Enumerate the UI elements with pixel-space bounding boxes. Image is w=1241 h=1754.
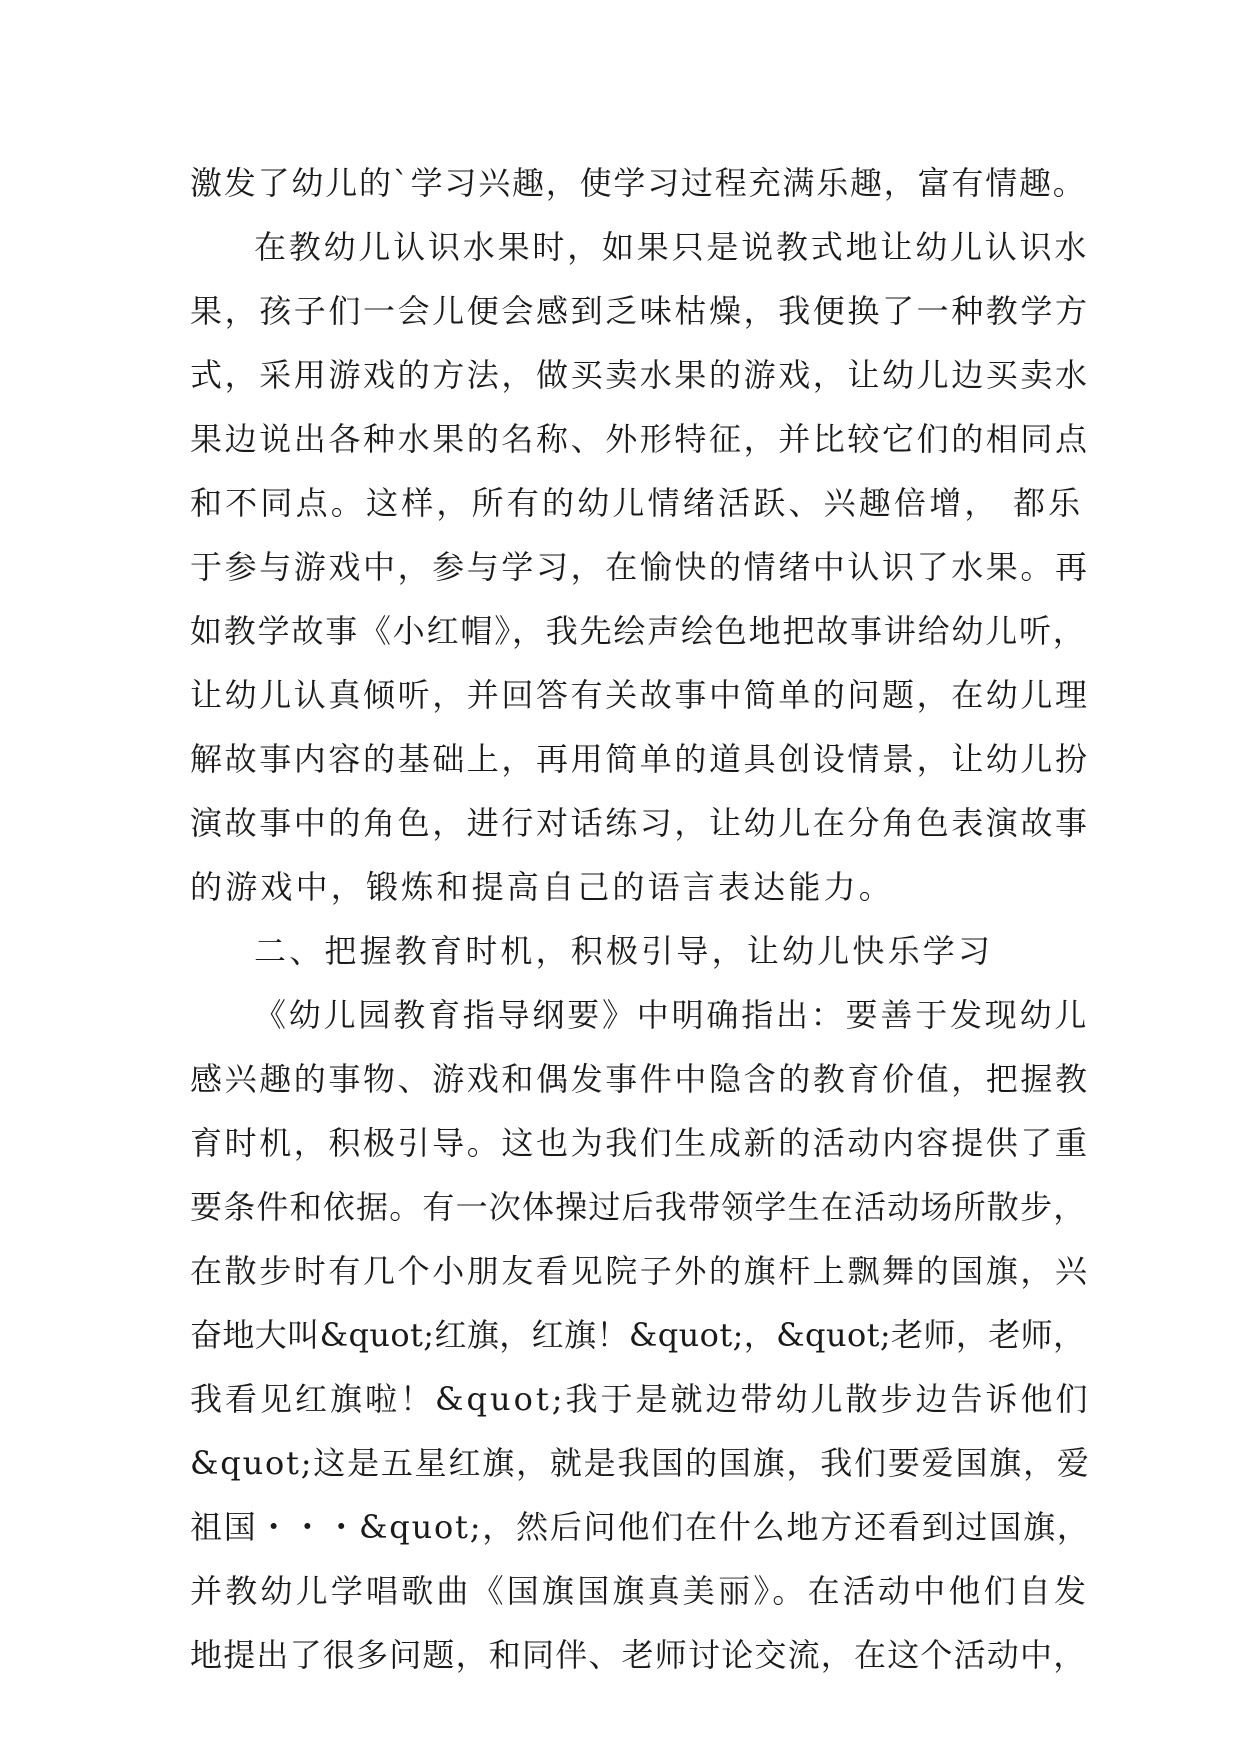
text-line: 在教幼儿认识水果时，如果只是说教式地让幼儿认识水 <box>254 228 1090 266</box>
text-line: 的游戏中，锻炼和提高自己的语言表达能力。 <box>190 868 895 906</box>
text-line: 于参与游戏中，参与学习，在愉快的情绪中认识了水果。再 <box>190 548 1090 586</box>
text-line: 《幼儿园教育指导纲要》中明确指出：要善于发现幼儿 <box>254 996 1090 1034</box>
text-line: 解故事内容的基础上，再用简单的道具创设情景，让幼儿扮 <box>190 740 1090 778</box>
section-heading: 二、把握教育时机，积极引导，让幼儿快乐学习 <box>254 932 994 970</box>
text-line: 和不同点。这样，所有的幼儿情绪活跃、兴趣倍增， 都乐 <box>190 484 1084 522</box>
text-line: 在散步时有几个小朋友看见院子外的旗杆上飘舞的国旗，兴 <box>190 1252 1090 1290</box>
text-line: 让幼儿认真倾听，并回答有关故事中简单的问题，在幼儿理 <box>190 676 1090 714</box>
text-line: 祖国・・・&quot;，然后问他们在什么地方还看到过国旗， <box>190 1508 1091 1546</box>
text-line: 如教学故事《小红帽》，我先绘声绘色地把故事讲给幼儿听， <box>190 612 1087 650</box>
text-line: 育时机，积极引导。这也为我们生成新的活动内容提供了重 <box>190 1124 1090 1162</box>
text-line: 并教幼儿学唱歌曲《国旗国旗真美丽》。在活动中他们自发 <box>190 1572 1090 1610</box>
text-line: 式，采用游戏的方法，做买卖水果的游戏，让幼儿边买卖水 <box>190 356 1090 394</box>
text-line: 果边说出各种水果的名称、外形特征，并比较它们的相同点 <box>190 420 1090 458</box>
text-line: 演故事中的角色，进行对话练习，让幼儿在分角色表演故事 <box>190 804 1090 842</box>
text-line: 奋地大叫&quot;红旗，红旗！&quot;，&quot;老师，老师， <box>190 1316 1086 1354</box>
text-line: 激发了幼儿的`学习兴趣，使学习过程充满乐趣，富有情趣。 <box>190 164 1087 202</box>
text-line: 我看见红旗啦！&quot;我于是就边带幼儿散步边告诉他们 <box>190 1380 1091 1418</box>
text-line: 地提出了很多问题，和同伴、老师讨论交流，在这个活动中， <box>190 1636 1087 1674</box>
text-line: 果，孩子们一会儿便会感到乏味枯燥，我便换了一种教学方 <box>190 292 1090 330</box>
text-line: 要条件和依据。有一次体操过后我带领学生在活动场所散步， <box>190 1188 1087 1226</box>
text-line: &quot;这是五星红旗，就是我国的国旗，我们要爱国旗，爱 <box>190 1444 1091 1482</box>
text-line: 感兴趣的事物、游戏和偶发事件中隐含的教育价值，把握教 <box>190 1060 1090 1098</box>
